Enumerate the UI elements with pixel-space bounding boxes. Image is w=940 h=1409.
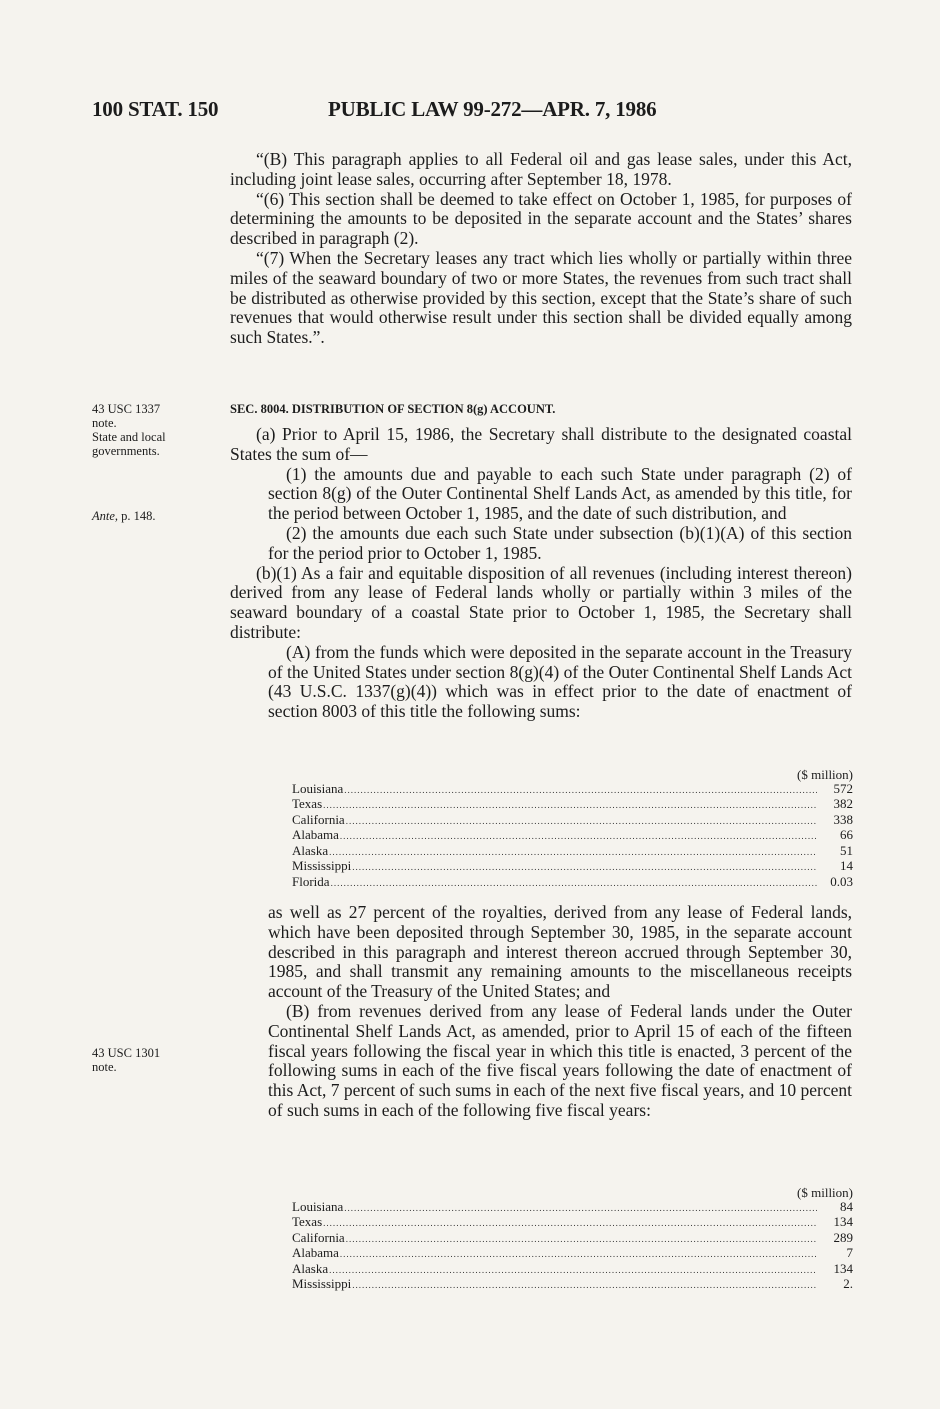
table-row bbox=[292, 1246, 853, 1262]
table-row bbox=[292, 828, 853, 844]
leader-dots bbox=[352, 1277, 817, 1293]
leader-dots bbox=[344, 1200, 817, 1216]
paragraph-6: “(6) This section shall be deemed to take effect on October 1, 1985, for purposes of determining the amounts to be deposited in the separate account and the States’ shares described in paragraph (2). bbox=[230, 188, 852, 249]
table-row bbox=[292, 813, 853, 829]
leader-dots bbox=[340, 828, 817, 844]
table-value: 572 bbox=[833, 780, 853, 796]
table-state: California bbox=[292, 811, 345, 827]
paragraph-a-2: (2) the amounts due each such State under subsection (b)(1)(A) of this section for the period prior to October 1, 1985. bbox=[268, 522, 852, 563]
table-row bbox=[292, 782, 853, 798]
table-row bbox=[292, 875, 853, 891]
table-row bbox=[292, 797, 853, 813]
margin-note-citation: 43 USC 1337 bbox=[92, 402, 161, 416]
table-state: Alabama bbox=[292, 1245, 339, 1260]
table-state: Louisiana bbox=[292, 1198, 344, 1214]
table-value: 51 bbox=[840, 842, 853, 858]
table-state: California bbox=[292, 1229, 345, 1245]
margin-note-ante bbox=[92, 509, 212, 523]
leader-dots bbox=[352, 859, 817, 875]
margin-note-topic: State and local governments. bbox=[92, 430, 166, 458]
table-unit-label: ($ million) bbox=[797, 767, 853, 782]
paragraph-a-1: (1) the amounts due and payable to each such State under paragraph (2) of section 8(g) of the Outer Continental Shelf Lands Act, as amended by this title, for the period between October 1, 1985, and the date of such distribution, and bbox=[268, 463, 852, 524]
text-block-top bbox=[230, 150, 852, 348]
stat-page-number: 100 STAT. 150 bbox=[92, 97, 219, 121]
table-row bbox=[292, 1231, 853, 1247]
leader-dots bbox=[346, 1231, 817, 1247]
table-state: Texas bbox=[292, 1214, 323, 1229]
table-state: Mississippi bbox=[292, 858, 352, 873]
distribution-table-1 bbox=[292, 768, 853, 890]
table-state: Alabama bbox=[292, 827, 339, 842]
table-value: 7 bbox=[846, 1245, 853, 1260]
margin-note-ante-page: p. 148. bbox=[121, 509, 156, 523]
leader-dots bbox=[344, 782, 817, 798]
table-value: 2. bbox=[843, 1276, 853, 1291]
section-heading: SEC. 8004. DISTRIBUTION OF SECTION 8(g) ACCOUNT. bbox=[230, 402, 556, 416]
table-value: 134 bbox=[833, 1260, 853, 1276]
leader-dots bbox=[323, 1215, 817, 1231]
margin-note-usc-1301 bbox=[92, 1046, 212, 1074]
table-state: Texas bbox=[292, 796, 323, 811]
leader-dots bbox=[331, 875, 817, 891]
paragraph-7: “(7) When the Secretary leases any tract which lies wholly or partially within three miles of the seaward boundary of two or more States, the revenues from such tract shall be distributed as otherwise provided by this section, except that the State’s share of such revenues that would otherwise result under this section shall be divided equally among such States.”. bbox=[230, 247, 852, 348]
table-row bbox=[292, 1215, 853, 1231]
table-state: Alaska bbox=[292, 1260, 329, 1276]
distribution-table-2 bbox=[292, 1186, 853, 1293]
margin-note-ante-ref: Ante, bbox=[92, 509, 119, 523]
paragraph-b-1-a: (A) from the funds which were deposited in the separate account in the Treasury of the United States under section 8(g)(4) of the Outer Continental Shelf Lands Act (43 U.S.C. 1337(g)(4)) which was in effect prior to the date of enactment of section 8003 of this title the following sums: bbox=[268, 641, 852, 722]
margin-note-usc-1337 bbox=[92, 402, 212, 458]
leader-dots bbox=[346, 813, 817, 829]
paragraph-after-table-1: as well as 27 percent of the royalties, derived from any lease of Federal lands, which have been deposited through September 30, 1985, in the separate account described in this paragraph and interest thereon accrued through September 30, 1985, and shall transmit any remaining amounts to the miscellaneous receipts account of the Treasury of the United States; and bbox=[268, 902, 852, 1002]
margin-note-citation: 43 USC 1301 bbox=[92, 1046, 161, 1060]
table-row bbox=[292, 1262, 853, 1278]
table-row bbox=[292, 844, 853, 860]
table-row bbox=[292, 1277, 853, 1293]
margin-note-suffix: note. bbox=[92, 416, 117, 430]
page-running-title: PUBLIC LAW 99-272—APR. 7, 1986 bbox=[328, 97, 657, 121]
margin-note-suffix: note. bbox=[92, 1060, 117, 1074]
table-state: Mississippi bbox=[292, 1276, 352, 1291]
table-value: 134 bbox=[833, 1214, 853, 1229]
table-row bbox=[292, 859, 853, 875]
paragraph-b-1: (b)(1) As a fair and equitable disposition of all revenues (including interest thereon) derived from any lease of Federal lands wholly or partially within 3 miles of the seaward boundary of a coastal State prior to October 1, 1985, the Secretary shall distribute: bbox=[230, 562, 852, 642]
text-block-section-8004 bbox=[230, 425, 852, 722]
table-state: Florida bbox=[292, 873, 330, 889]
leader-dots bbox=[323, 797, 817, 813]
text-block-middle bbox=[230, 903, 852, 1121]
table-state: Louisiana bbox=[292, 780, 344, 796]
table-value: 338 bbox=[833, 811, 853, 827]
leader-dots bbox=[329, 844, 817, 860]
table-value: 14 bbox=[840, 858, 853, 873]
table-value: 0.03 bbox=[830, 873, 853, 889]
table-state: Alaska bbox=[292, 842, 329, 858]
leader-dots bbox=[329, 1262, 817, 1278]
leader-dots bbox=[340, 1246, 817, 1262]
table-value: 289 bbox=[833, 1229, 853, 1245]
table-value: 382 bbox=[833, 796, 853, 811]
paragraph-b-1-b: (B) from revenues derived from any lease of Federal lands under the Outer Continental Shelf Lands Act, as amended, prior to April 15 of each of the fifteen fiscal years following the fiscal year in which this title is enacted, 3 percent of the following sums in each of the five fiscal years following the date of enactment of this Act, 7 percent of such sums in each of the next five fiscal years, and 10 percent of such sums in each of the following five fiscal years: bbox=[268, 1000, 852, 1120]
table-unit-label: ($ million) bbox=[797, 1185, 853, 1200]
paragraph-b: “(B) This paragraph applies to all Federal oil and gas lease sales, under this Act, including joint lease sales, occurring after September 18, 1978. bbox=[230, 149, 852, 189]
table-value: 84 bbox=[840, 1198, 853, 1214]
table-value: 66 bbox=[840, 827, 853, 842]
paragraph-a: (a) Prior to April 15, 1986, the Secretary shall distribute to the designated coastal States the sum of— bbox=[230, 424, 852, 464]
table-row bbox=[292, 1200, 853, 1216]
